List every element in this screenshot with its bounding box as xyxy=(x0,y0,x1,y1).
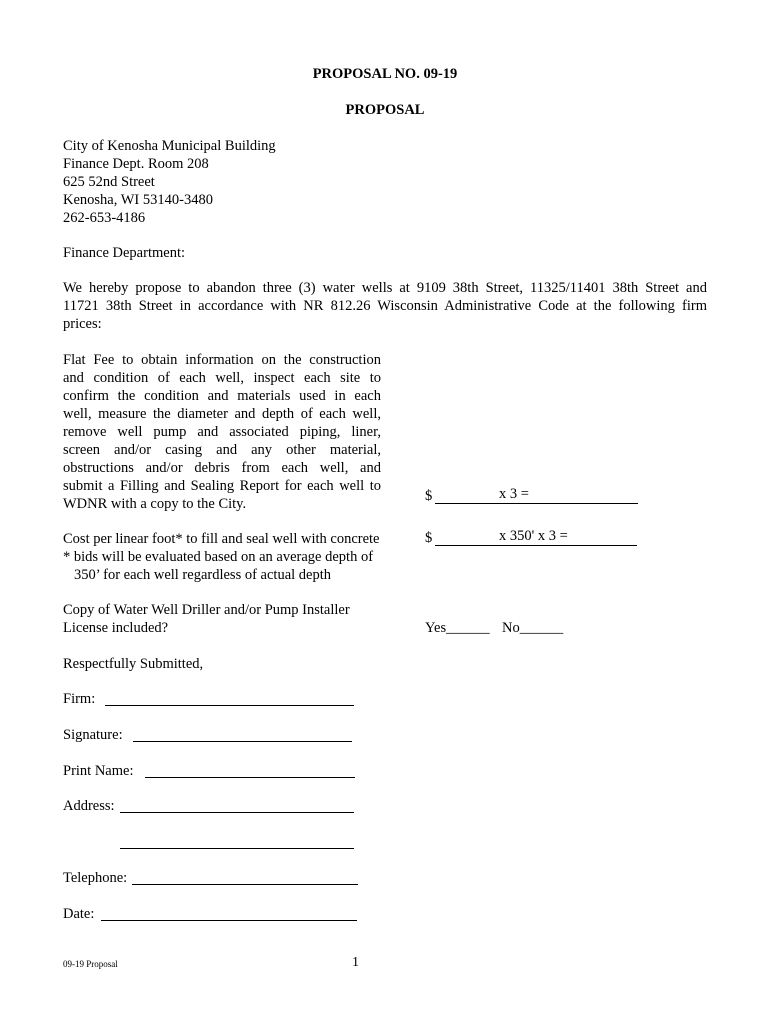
flat-fee-line: confirm the condition and materials used in each xyxy=(63,388,381,404)
intro-paragraph xyxy=(63,279,707,333)
flat-fee-line: WDNR with a copy to the City. xyxy=(63,496,247,512)
license-question xyxy=(63,601,350,637)
print-name-field[interactable] xyxy=(145,777,355,778)
page-title: PROPOSAL xyxy=(345,102,425,118)
linear-foot-amount-field[interactable] xyxy=(435,545,637,546)
firm-label: Firm: xyxy=(63,691,96,707)
footer-doc-label: 09-19 Proposal xyxy=(63,959,118,969)
flat-fee-line: remove well pump and associated piping, liner, xyxy=(63,424,381,440)
flat-fee-line: submit a Filling and Sealing Report for each well to xyxy=(63,478,381,494)
flat-fee-line: obstructions and/or debris from each well, and xyxy=(63,460,381,476)
page-number: 1 xyxy=(352,955,359,970)
flat-fee-dollar: $ xyxy=(425,488,433,504)
closing-text: Respectfully Submitted, xyxy=(63,656,204,672)
address-field-line-2[interactable] xyxy=(120,848,354,849)
address-line: 625 52nd Street xyxy=(63,174,155,190)
signature-field[interactable] xyxy=(133,741,352,742)
address-line: 262-653-4186 xyxy=(63,210,146,226)
address-field-line-1[interactable] xyxy=(120,812,354,813)
proposal-number: PROPOSAL NO. 09-19 xyxy=(312,66,458,82)
intro-line: 11721 38th Street in accordance with NR 812.26 Wisconsin Administrative Code at the following firm xyxy=(63,298,707,314)
telephone-label: Telephone: xyxy=(63,870,128,886)
telephone-field[interactable] xyxy=(132,884,358,885)
linear-foot-dollar: $ xyxy=(425,530,433,546)
linear-foot-line: Cost per linear foot* to fill and seal well with concrete xyxy=(63,531,380,547)
linear-foot-multiplier: x 350' x 3 = xyxy=(499,528,568,544)
linear-foot-description xyxy=(63,530,403,584)
linear-foot-line: * bids will be evaluated based on an average depth of xyxy=(63,549,374,565)
flat-fee-description xyxy=(63,351,381,513)
flat-fee-line: Flat Fee to obtain information on the construction xyxy=(63,352,381,368)
flat-fee-line: screen and/or casing and any other material, xyxy=(63,442,381,458)
flat-fee-line: well, measure the diameter and depth of each well, xyxy=(63,406,381,422)
date-label: Date: xyxy=(63,906,95,922)
address-block xyxy=(63,137,276,227)
linear-foot-line: 350’ for each well regardless of actual depth xyxy=(74,567,331,583)
intro-line: prices: xyxy=(63,316,102,332)
address-line: City of Kenosha Municipal Building xyxy=(63,138,276,154)
flat-fee-multiplier: x 3 = xyxy=(499,486,529,502)
address-line: Finance Dept. Room 208 xyxy=(63,156,209,172)
flat-fee-amount-field[interactable] xyxy=(435,503,638,504)
address-label: Address: xyxy=(63,798,115,814)
flat-fee-line: and condition of each well, inspect each site to xyxy=(63,370,381,386)
date-field[interactable] xyxy=(101,920,357,921)
license-line: License included? xyxy=(63,620,169,636)
address-line: Kenosha, WI 53140-3480 xyxy=(63,192,213,208)
signature-label: Signature: xyxy=(63,727,123,743)
license-line: Copy of Water Well Driller and/or Pump Installer xyxy=(63,602,350,618)
firm-field[interactable] xyxy=(105,705,354,706)
license-yes-option[interactable]: Yes______ xyxy=(425,620,490,636)
intro-line: We hereby propose to abandon three (3) water wells at 9109 38th Street, 11325/11401 38th Street and xyxy=(63,280,707,296)
salutation: Finance Department: xyxy=(63,245,185,261)
license-no-option[interactable]: No______ xyxy=(502,620,564,636)
print-name-label: Print Name: xyxy=(63,763,134,779)
